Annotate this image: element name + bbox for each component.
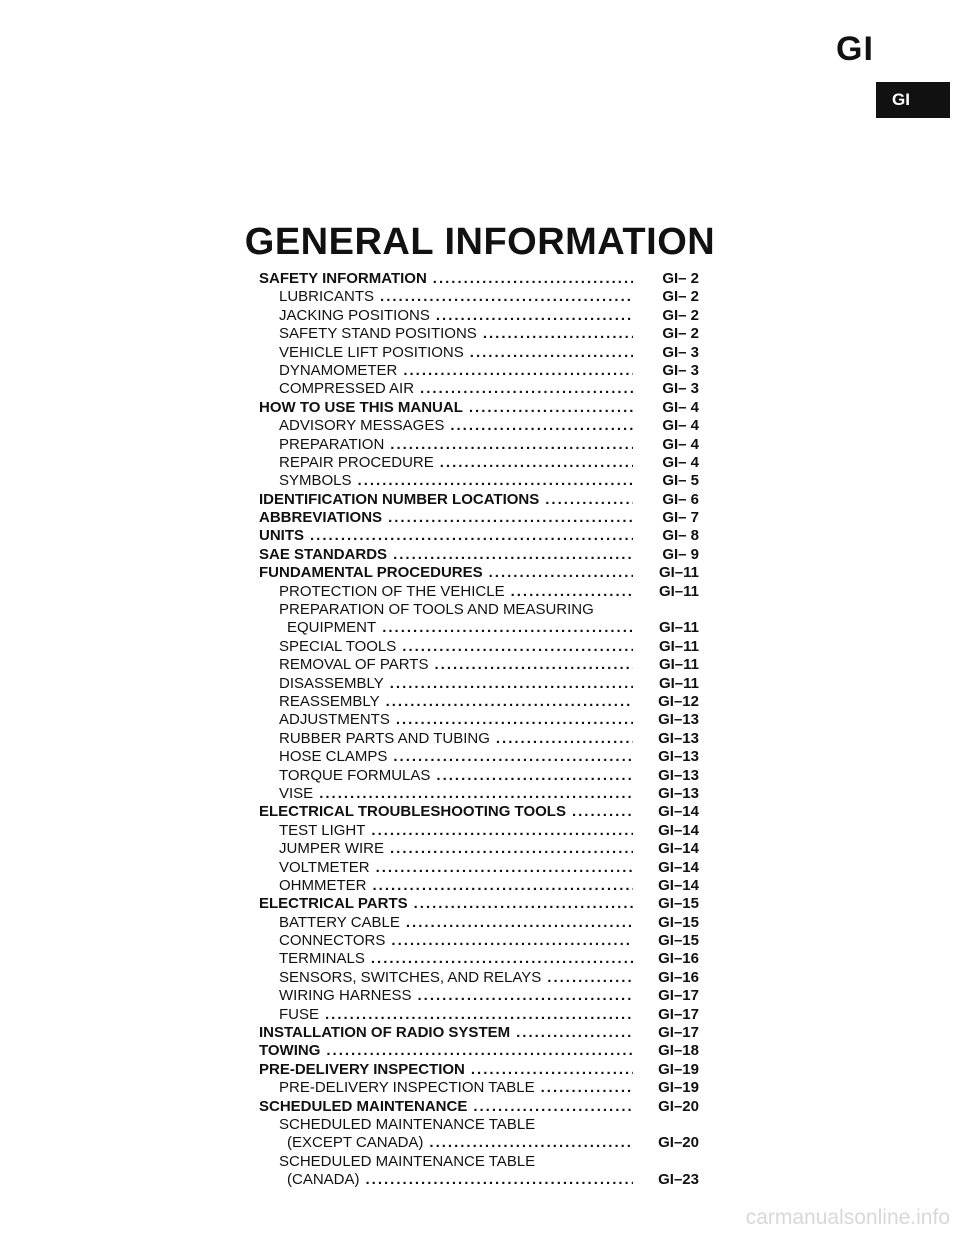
toc-entry xyxy=(259,914,699,932)
dot-leader xyxy=(391,932,633,950)
toc-entry xyxy=(259,1134,699,1152)
toc-entry xyxy=(259,803,699,821)
dot-leader xyxy=(406,914,633,932)
dot-leader xyxy=(547,969,633,987)
toc-entry-page: GI– 5 xyxy=(662,472,699,490)
toc-entry xyxy=(259,950,699,968)
dot-leader xyxy=(440,454,633,472)
toc-entry-title: RUBBER PARTS AND TUBING xyxy=(279,729,490,747)
toc-entry xyxy=(259,472,699,490)
toc-entry-title: JUMPER WIRE xyxy=(279,840,384,858)
toc-entry-title: (CANADA) xyxy=(287,1171,360,1189)
toc-entry-page: GI–14 xyxy=(658,840,699,858)
toc-entry-page: GI– 2 xyxy=(662,325,699,343)
dot-leader xyxy=(470,344,633,362)
toc-entry-title: REMOVAL OF PARTS xyxy=(279,656,429,674)
toc-entry-page: GI–15 xyxy=(658,932,699,950)
toc-entry-title: SYMBOLS xyxy=(279,472,352,490)
toc-entry xyxy=(259,583,699,601)
toc-entry-title: ADJUSTMENTS xyxy=(279,711,390,729)
toc-entry-title: EQUIPMENT xyxy=(287,619,377,637)
dot-leader xyxy=(572,803,633,821)
toc-entry-title: REPAIR PROCEDURE xyxy=(279,453,434,471)
dot-leader xyxy=(403,362,633,380)
dot-leader xyxy=(371,950,633,968)
toc-entry-title: UNITS xyxy=(259,527,304,545)
toc-entry-title: TOWING xyxy=(259,1042,321,1060)
toc-entry-page: GI–11 xyxy=(658,582,699,600)
toc-entry-page: GI–11 xyxy=(658,656,699,674)
toc-entry-page: GI–15 xyxy=(658,913,699,931)
toc-entry-title: CONNECTORS xyxy=(279,932,386,950)
dot-leader xyxy=(382,619,633,637)
dot-leader xyxy=(473,1098,633,1116)
toc-entry xyxy=(259,546,699,564)
toc-entry-page: GI–13 xyxy=(658,729,699,747)
dot-leader xyxy=(402,638,633,656)
toc-entry-title: PROTECTION OF THE VEHICLE xyxy=(279,582,505,600)
toc-entry-title: INSTALLATION OF RADIO SYSTEM xyxy=(259,1024,511,1042)
toc-entry xyxy=(259,619,699,637)
dot-leader xyxy=(393,546,633,564)
toc-entry-page: GI–17 xyxy=(658,987,699,1005)
dot-leader xyxy=(496,730,633,748)
dot-leader xyxy=(396,711,633,729)
toc-entry-title: ADVISORY MESSAGES xyxy=(279,417,445,435)
toc-entry-page: GI–14 xyxy=(658,803,699,821)
toc-entry-title: DISASSEMBLY xyxy=(279,674,384,692)
toc-entry-title: TERMINALS xyxy=(279,950,365,968)
toc-entry-title: HOW TO USE THIS MANUAL xyxy=(259,398,463,416)
toc-entry-title: SCHEDULED MAINTENANCE xyxy=(259,1097,468,1115)
toc-entry-page: GI–11 xyxy=(658,564,699,582)
toc-entry xyxy=(259,307,699,325)
toc-entry-page: GI– 3 xyxy=(662,343,699,361)
dot-leader xyxy=(390,436,633,454)
toc-entry-title: BATTERY CABLE xyxy=(279,913,400,931)
dot-leader xyxy=(373,877,634,895)
toc-entry-page: GI–14 xyxy=(658,876,699,894)
dot-leader xyxy=(436,307,633,325)
toc-entry-page: GI–15 xyxy=(658,895,699,913)
toc-entry xyxy=(259,822,699,840)
toc-entry xyxy=(259,932,699,950)
toc-entry xyxy=(259,1116,699,1134)
toc-entry-title: PREPARATION OF TOOLS AND MEASURING xyxy=(279,601,594,619)
dot-leader xyxy=(545,491,633,509)
toc-entry-page: GI–20 xyxy=(658,1134,699,1152)
toc-entry xyxy=(259,288,699,306)
toc-entry xyxy=(259,675,699,693)
toc-entry-page: GI–14 xyxy=(658,821,699,839)
toc-entry-title: OHMMETER xyxy=(279,876,367,894)
toc-entry-title: DYNAMOMETER xyxy=(279,361,398,379)
dot-leader xyxy=(366,1171,633,1189)
toc-entry-title: SCHEDULED MAINTENANCE TABLE xyxy=(279,1115,536,1133)
toc-entry xyxy=(259,325,699,343)
toc-entry-title: HOSE CLAMPS xyxy=(279,748,388,766)
toc-entry-title: REASSEMBLY xyxy=(279,692,380,710)
toc-entry-title: VEHICLE LIFT POSITIONS xyxy=(279,343,464,361)
dot-leader xyxy=(376,859,633,877)
toc-entry xyxy=(259,693,699,711)
toc-entry-page: GI–13 xyxy=(658,784,699,802)
dot-leader xyxy=(541,1079,633,1097)
toc-entry xyxy=(259,1153,699,1171)
toc-entry xyxy=(259,417,699,435)
dot-leader xyxy=(390,675,633,693)
toc-entry xyxy=(259,840,699,858)
toc-entry-page: GI– 4 xyxy=(662,398,699,416)
dot-leader xyxy=(310,527,633,545)
toc-entry-page: GI–13 xyxy=(658,766,699,784)
toc-entry xyxy=(259,1042,699,1060)
toc-entry-page: GI–17 xyxy=(658,1024,699,1042)
toc-entry xyxy=(259,969,699,987)
dot-leader xyxy=(325,1006,633,1024)
toc-entry-title: VISE xyxy=(279,784,314,802)
toc-entry-page: GI–13 xyxy=(658,711,699,729)
toc-entry xyxy=(259,748,699,766)
dot-leader xyxy=(418,987,633,1005)
toc-entry-title: IDENTIFICATION NUMBER LOCATIONS xyxy=(259,490,540,508)
toc-entry-page: GI– 2 xyxy=(662,306,699,324)
toc-entry xyxy=(259,564,699,582)
toc-entry-title: PREPARATION xyxy=(279,435,385,453)
dot-leader xyxy=(429,1134,633,1152)
dot-leader xyxy=(414,895,633,913)
toc-entry xyxy=(259,877,699,895)
toc-entry-title: FUSE xyxy=(279,1005,320,1023)
toc-entry xyxy=(259,1024,699,1042)
toc-entry xyxy=(259,527,699,545)
toc-entry-title: VOLTMETER xyxy=(279,858,370,876)
toc-entry-title: COMPRESSED AIR xyxy=(279,380,415,398)
toc-entry-title: (EXCEPT CANADA) xyxy=(287,1134,424,1152)
dot-leader xyxy=(380,288,633,306)
toc-entry xyxy=(259,859,699,877)
toc-entry-page: GI– 4 xyxy=(662,453,699,471)
toc-entry-title: SENSORS, SWITCHES, AND RELAYS xyxy=(279,968,542,986)
toc-entry-title: TORQUE FORMULAS xyxy=(279,766,431,784)
dot-leader xyxy=(469,399,633,417)
dot-leader xyxy=(326,1042,633,1060)
toc-entry xyxy=(259,638,699,656)
toc-entry-title: SPECIAL TOOLS xyxy=(279,637,397,655)
toc-entry-page: GI–19 xyxy=(658,1060,699,1078)
toc-entry-page: GI–13 xyxy=(658,748,699,766)
toc-entry-page: GI– 9 xyxy=(662,545,699,563)
toc-entry-title: PRE-DELIVERY INSPECTION xyxy=(259,1060,465,1078)
toc-entry-page: GI–16 xyxy=(658,968,699,986)
toc-entry-page: GI– 3 xyxy=(662,380,699,398)
toc-entry-title: LUBRICANTS xyxy=(279,288,375,306)
toc-entry-page: GI–11 xyxy=(658,619,699,637)
toc-entry-page: GI–14 xyxy=(658,858,699,876)
dot-leader xyxy=(433,270,633,288)
toc-entry-title: SAFETY STAND POSITIONS xyxy=(279,325,477,343)
dot-leader xyxy=(319,785,633,803)
section-tab: GI xyxy=(876,82,950,118)
dot-leader xyxy=(388,509,633,527)
dot-leader xyxy=(393,748,633,766)
toc-entry-page: GI– 3 xyxy=(662,361,699,379)
toc-entry-page: GI–17 xyxy=(658,1005,699,1023)
toc-entry-title: TEST LIGHT xyxy=(279,821,366,839)
dot-leader xyxy=(471,1061,633,1079)
page-title: GENERAL INFORMATION xyxy=(244,221,716,264)
toc-entry xyxy=(259,491,699,509)
toc-entry xyxy=(259,344,699,362)
toc-entry-page: GI–19 xyxy=(658,1079,699,1097)
toc-entry xyxy=(259,1098,699,1116)
toc-entry-title: SAFETY INFORMATION xyxy=(259,270,427,287)
toc-entry-page: GI–12 xyxy=(658,692,699,710)
toc-entry-page: GI– 2 xyxy=(662,288,699,306)
toc-entry-title: SCHEDULED MAINTENANCE TABLE xyxy=(279,1152,536,1170)
toc-entry-page: GI–18 xyxy=(658,1042,699,1060)
dot-leader xyxy=(371,822,633,840)
toc-entry xyxy=(259,509,699,527)
toc-entry xyxy=(259,895,699,913)
toc-entry xyxy=(259,436,699,454)
toc-entry-page: GI– 4 xyxy=(662,435,699,453)
section-code: GI xyxy=(836,30,874,68)
toc-entry-page: GI–11 xyxy=(658,637,699,655)
table-of-contents xyxy=(259,270,699,1190)
toc-entry xyxy=(259,1061,699,1079)
dot-leader xyxy=(489,564,633,582)
dot-leader xyxy=(436,767,633,785)
toc-entry xyxy=(259,1079,699,1097)
toc-entry-page: GI– 2 xyxy=(662,270,699,287)
dot-leader xyxy=(516,1024,633,1042)
toc-entry xyxy=(259,270,699,288)
toc-entry-page: GI–11 xyxy=(658,674,699,692)
dot-leader xyxy=(358,472,633,490)
toc-entry xyxy=(259,711,699,729)
toc-entry xyxy=(259,1006,699,1024)
toc-entry xyxy=(259,362,699,380)
toc-entry xyxy=(259,730,699,748)
dot-leader xyxy=(420,380,633,398)
toc-entry xyxy=(259,1171,699,1189)
dot-leader xyxy=(483,325,633,343)
toc-entry-title: ELECTRICAL PARTS xyxy=(259,895,408,913)
toc-entry xyxy=(259,987,699,1005)
dot-leader xyxy=(390,840,633,858)
dot-leader xyxy=(386,693,633,711)
toc-entry-title: FUNDAMENTAL PROCEDURES xyxy=(259,564,483,582)
toc-entry-title: ABBREVIATIONS xyxy=(259,509,383,527)
toc-entry xyxy=(259,454,699,472)
toc-entry xyxy=(259,380,699,398)
toc-entry xyxy=(259,767,699,785)
toc-entry-title: ELECTRICAL TROUBLESHOOTING TOOLS xyxy=(259,803,566,821)
toc-entry-page: GI–16 xyxy=(658,950,699,968)
toc-entry-title: WIRING HARNESS xyxy=(279,987,412,1005)
toc-entry-page: GI– 6 xyxy=(662,490,699,508)
toc-entry-page: GI– 4 xyxy=(662,417,699,435)
toc-entry-page: GI–20 xyxy=(658,1097,699,1115)
toc-entry-title: PRE-DELIVERY INSPECTION TABLE xyxy=(279,1079,535,1097)
toc-entry xyxy=(259,399,699,417)
toc-entry-title: SAE STANDARDS xyxy=(259,545,388,563)
dot-leader xyxy=(511,583,633,601)
toc-entry xyxy=(259,785,699,803)
toc-entry xyxy=(259,601,699,619)
toc-entry-page: GI– 8 xyxy=(662,527,699,545)
dot-leader xyxy=(434,656,633,674)
dot-leader xyxy=(450,417,633,435)
watermark: carmanualsonline.info xyxy=(745,1206,950,1229)
toc-entry-title: JACKING POSITIONS xyxy=(279,306,430,324)
toc-entry-page: GI– 7 xyxy=(662,509,699,527)
toc-entry xyxy=(259,656,699,674)
toc-entry-page: GI–23 xyxy=(658,1171,699,1189)
